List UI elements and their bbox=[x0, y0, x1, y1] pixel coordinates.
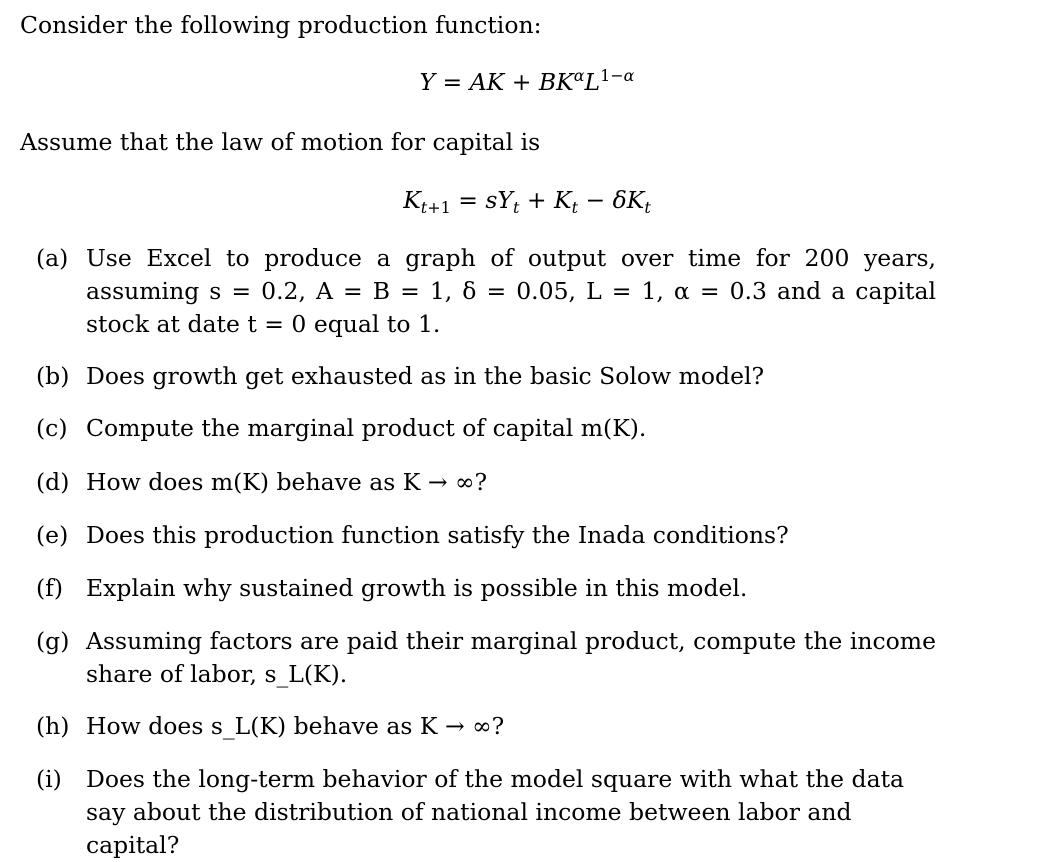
question-text: Does this production function satisfy the Inada conditions? bbox=[86, 521, 789, 549]
question-label: (d) bbox=[36, 468, 70, 496]
question-text: How does m(K) behave as K → ∞? bbox=[86, 468, 488, 496]
production-function-equation: Y = AK + $BK^\alpha L^{1-\alpha}$ bbox=[419, 66, 635, 96]
question-label: (i) bbox=[36, 765, 62, 793]
question-label: (c) bbox=[36, 414, 68, 442]
intro-text: Consider the following production function: bbox=[20, 11, 542, 39]
question-label: (b) bbox=[36, 362, 70, 390]
question-text: Assuming factors are paid their marginal product, compute the income share of labor, s_L(K). bbox=[86, 627, 936, 688]
question-c bbox=[36, 412, 936, 445]
question-text: Does the long-term behavior of the model square with what the data say about the distribution of national income between labor and capital? bbox=[86, 765, 905, 859]
question-b bbox=[36, 360, 936, 393]
question-label: (g) bbox=[36, 627, 70, 655]
question-h bbox=[36, 710, 936, 743]
question-g bbox=[36, 625, 936, 691]
question-label: (e) bbox=[36, 521, 69, 549]
question-text: Use Excel to produce a graph of output over time for 200 years, assuming s = 0.2, A = B = 1, δ = 0.05, L = 1, α = 0.3 and a capital stock at date t = 0 equal to 1. bbox=[86, 244, 936, 338]
question-text: Does growth get exhausted as in the basic Solow model? bbox=[86, 362, 765, 390]
question-a bbox=[36, 242, 936, 341]
question-text: How does s_L(K) behave as K → ∞? bbox=[86, 712, 505, 740]
question-label: (a) bbox=[36, 244, 69, 272]
law-of-motion-equation: $K_{t+1} = sY_t + K_t - \delta K_t$ bbox=[403, 186, 651, 217]
question-d bbox=[36, 466, 936, 499]
question-f bbox=[36, 572, 936, 605]
question-e bbox=[36, 519, 936, 552]
law-of-motion-intro: Assume that the law of motion for capital is bbox=[20, 128, 541, 156]
question-text: Explain why sustained growth is possible in this model. bbox=[86, 574, 748, 602]
question-i bbox=[36, 763, 936, 862]
question-label: (h) bbox=[36, 712, 70, 740]
question-text: Compute the marginal product of capital m(K). bbox=[86, 414, 647, 442]
question-label: (f) bbox=[36, 574, 64, 602]
